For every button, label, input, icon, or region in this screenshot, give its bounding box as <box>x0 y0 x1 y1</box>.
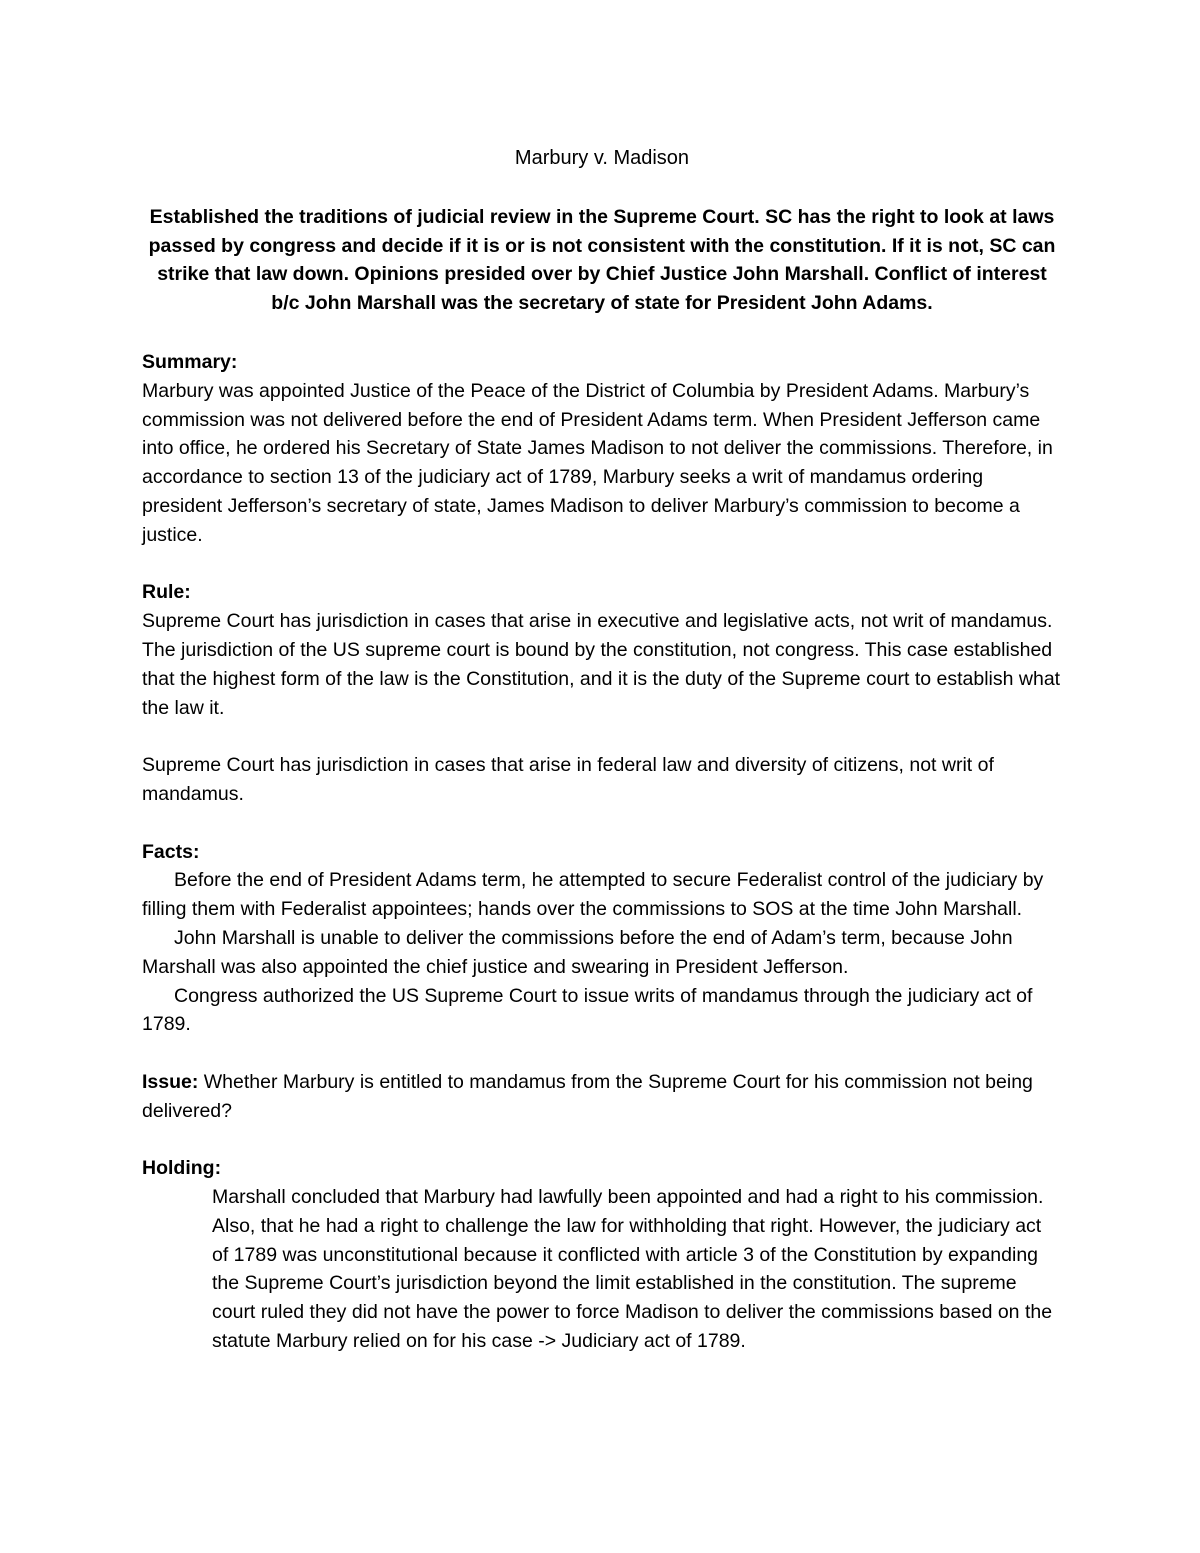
rule-text-1: Supreme Court has jurisdiction in cases that arise in executive and legislative acts, not writ of mandamus. The jurisdiction of the US supreme court is bound by the constitution, not congress. This case established that the highest form of the law is the Constitution, and it is the duty of the Supreme court to establish what the law it. <box>142 610 1061 719</box>
fact-item-1: Before the end of President Adams term, he attempted to secure Federalist control of the judiciary by filling them with Federalist appointees; hands over the commissions to SOS at the time John Marshall. <box>142 869 1044 921</box>
holding-text: Marshall concluded that Marbury had lawfully been appointed and had a right to his commission. Also, that he had a right to challenge the law for withholding that right. However, the judiciary act of 1789 was unconstitutional because it conflicted with article 3 of the Constitution by expanding the Supreme Court’s jurisdiction beyond the limit established in the constitution. The supreme court ruled they did not have the power to force Madison to deliver the commissions based on the statute Marbury relied on for his case -> Judiciary act of 1789. <box>212 1186 1053 1353</box>
summary-text: Marbury was appointed Justice of the Peace of the District of Columbia by President Adams. Marbury’s commission was not delivered before the end of President Adams term. When President Jefferson came into office, he ordered his Secretary of State James Madison to not deliver the commissions. Therefore, in accordance to section 13 of the judiciary act of 1789, Marbury seeks a writ of mandamus ordering president Jefferson’s secretary of state, James Madison to deliver Marbury’s commission to become a justice. <box>142 379 1053 546</box>
intro-paragraph: Established the traditions of judicial review in the Supreme Court. SC has the right to look at laws passed by congress and decide if it is or is not consistent with the constitution. If it is not, SC can strike that law down. Opinions presided over by Chief Justice John Marshall. Conflict of interest b/c John Marshall was the secretary of state for President John Adams. <box>148 205 1056 315</box>
spacer <box>142 550 1062 579</box>
issue-paragraph <box>142 1068 1062 1126</box>
issue-text: Whether Marbury is entitled to mandamus from the Supreme Court for his commission not being delivered? <box>142 1070 1033 1122</box>
document-page <box>142 140 1062 1356</box>
rule-heading: Rule: <box>142 581 191 604</box>
spacer <box>142 1039 1062 1068</box>
spacer <box>142 1126 1062 1155</box>
fact-item-2: John Marshall is unable to deliver the commissions before the end of Adam’s term, because John Marshall was also appointed the chief justice and swearing in President Jefferson. <box>142 926 1013 978</box>
rule-text-2: Supreme Court has jurisdiction in cases that arise in federal law and diversity of citizens, not writ of mandamus. <box>142 754 994 805</box>
fact-item-3: Congress authorized the US Supreme Court to issue writs of mandamus through the judiciary act of 1789. <box>142 984 1033 1036</box>
spacer <box>142 809 1062 838</box>
spacer <box>142 722 1062 751</box>
facts-heading: Facts: <box>142 840 200 863</box>
holding-heading: Holding: <box>142 1157 222 1180</box>
summary-heading: Summary: <box>142 350 238 373</box>
issue-label: Issue: <box>142 1070 199 1093</box>
document-title: Marbury v. Madison <box>514 147 690 169</box>
